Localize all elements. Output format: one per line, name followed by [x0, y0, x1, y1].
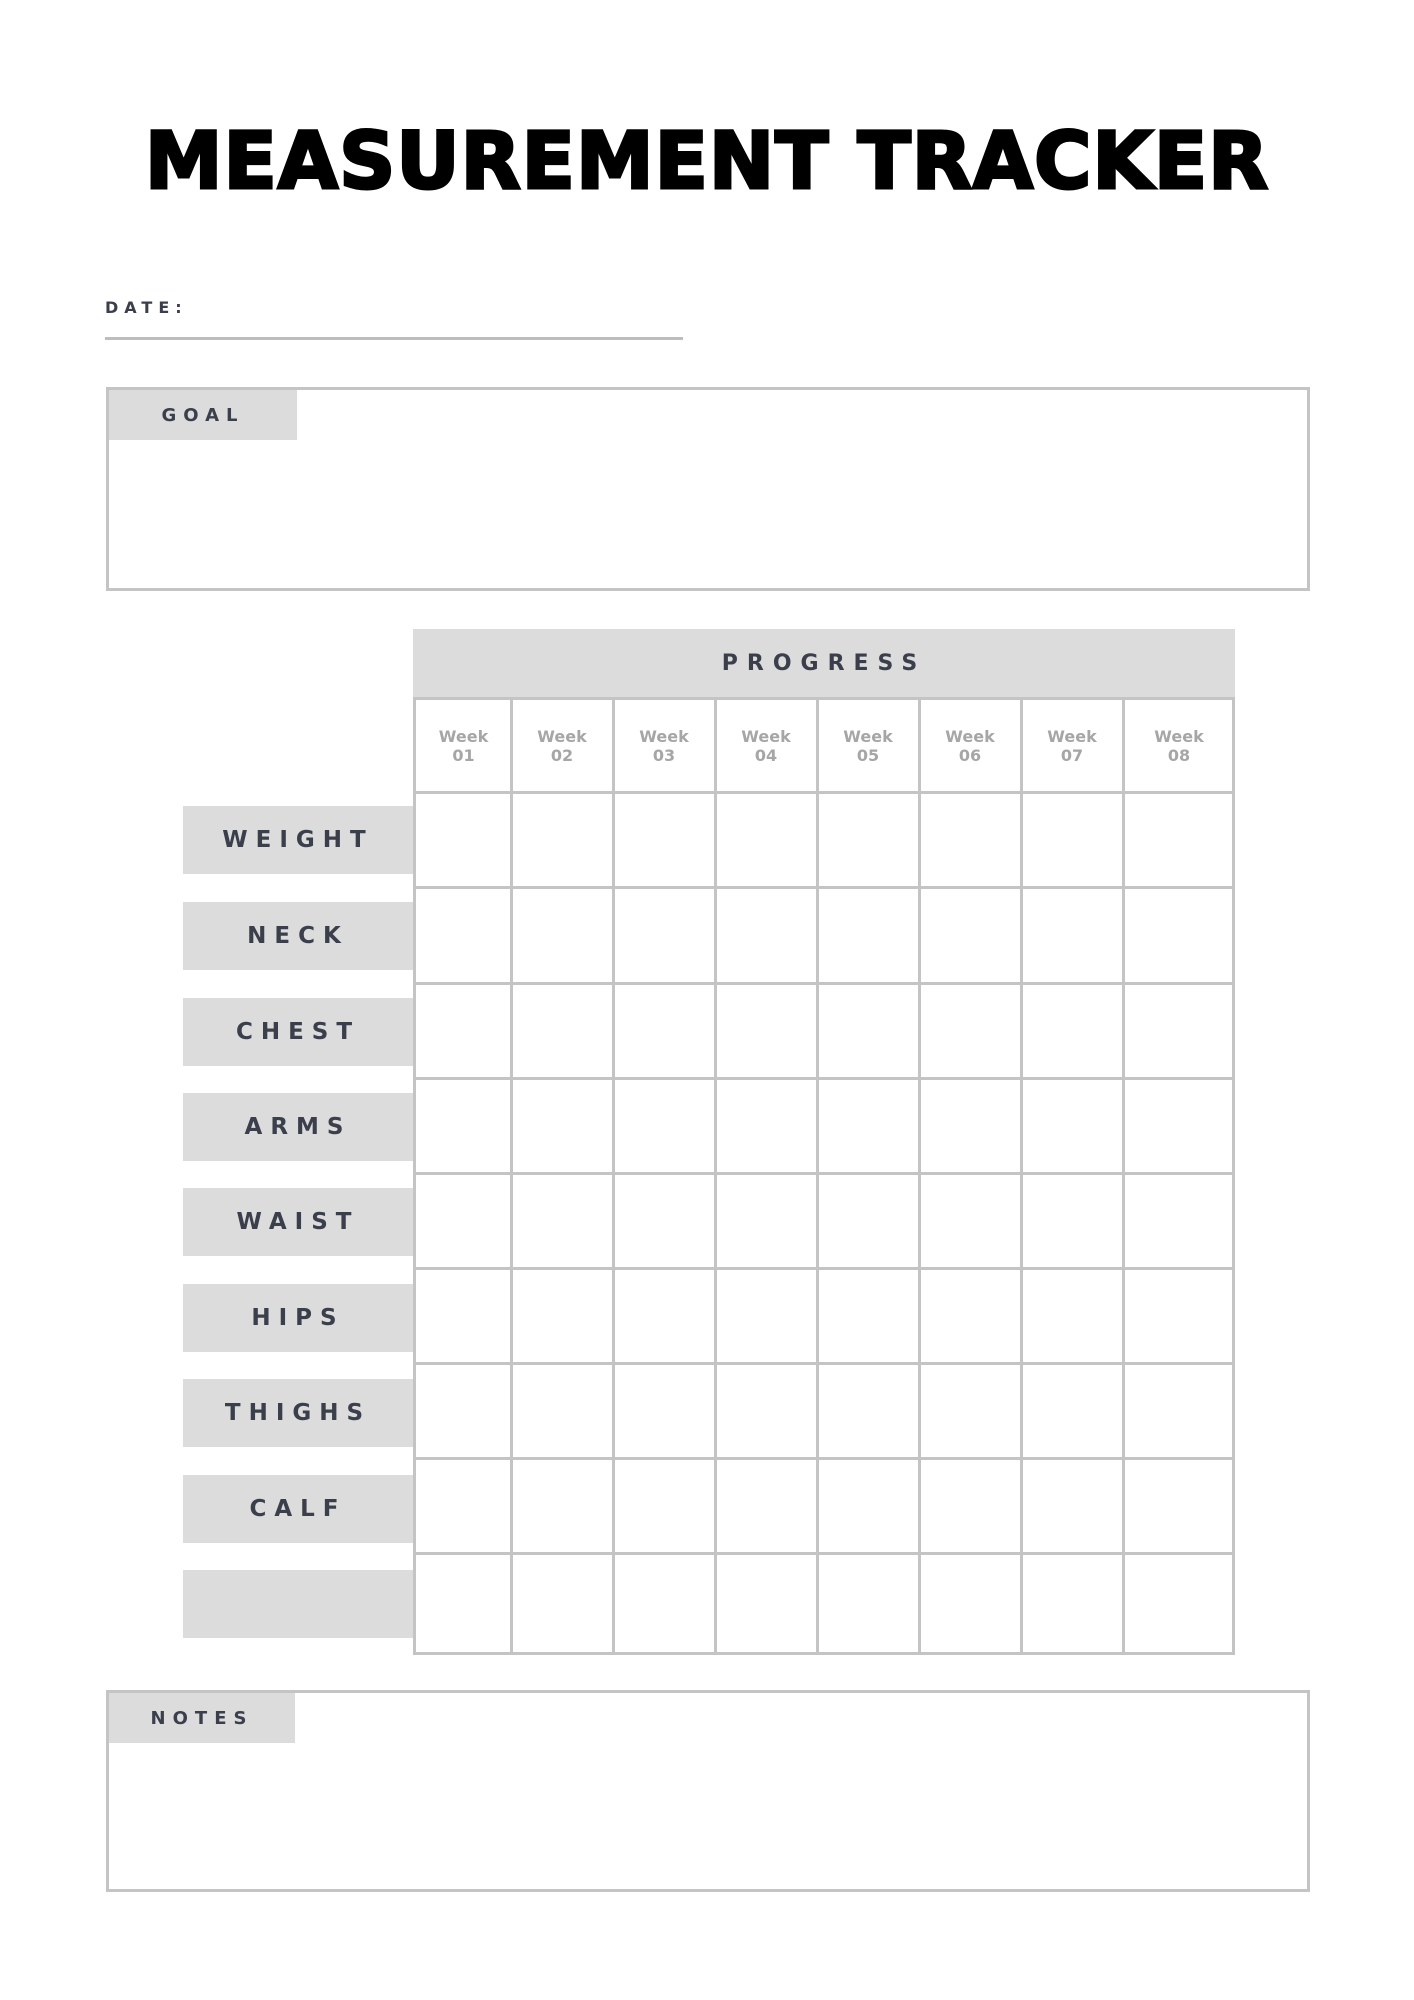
measurement-cell[interactable]: [715, 1268, 817, 1363]
measurement-cell[interactable]: [1021, 1078, 1123, 1173]
measurement-cell[interactable]: [416, 983, 511, 1078]
page-title: MEASUREMENT TRACKER: [144, 117, 1270, 207]
measurement-cell[interactable]: [511, 1268, 613, 1363]
measurement-cell[interactable]: [416, 1553, 511, 1655]
measurement-cell[interactable]: [1021, 1458, 1123, 1553]
date-label: DATE:: [105, 298, 188, 317]
week-header-word: Week: [639, 727, 689, 746]
measurement-cell[interactable]: [817, 1458, 919, 1553]
measurement-cell[interactable]: [715, 1553, 817, 1655]
date-field-line[interactable]: [105, 337, 683, 340]
measurement-cell[interactable]: [511, 1553, 613, 1655]
measurement-cell[interactable]: [1021, 1363, 1123, 1458]
week-header-number: 02: [550, 746, 574, 765]
week-header-word: Week: [1047, 727, 1097, 746]
measurement-cell[interactable]: [1021, 792, 1123, 887]
measurement-cell[interactable]: [1021, 983, 1123, 1078]
row-label: CHEST: [183, 998, 413, 1066]
measurement-cell[interactable]: [1123, 1553, 1235, 1655]
measurement-cell[interactable]: [613, 1078, 715, 1173]
measurement-cell[interactable]: [416, 1268, 511, 1363]
measurement-cell[interactable]: [817, 1363, 919, 1458]
measurement-cell[interactable]: [715, 1363, 817, 1458]
measurement-cell[interactable]: [1123, 887, 1235, 983]
measurement-cell[interactable]: [817, 792, 919, 887]
measurement-cell[interactable]: [1123, 1078, 1235, 1173]
measurement-cell[interactable]: [511, 1363, 613, 1458]
measurement-cell[interactable]: [511, 792, 613, 887]
measurement-cell[interactable]: [817, 1078, 919, 1173]
measurement-cell[interactable]: [613, 983, 715, 1078]
measurement-cell[interactable]: [613, 1363, 715, 1458]
row-label: THIGHS: [183, 1379, 413, 1447]
week-header-word: Week: [945, 727, 995, 746]
measurement-cell[interactable]: [1021, 1173, 1123, 1268]
measurement-cell[interactable]: [1123, 1458, 1235, 1553]
measurement-cell[interactable]: [416, 887, 511, 983]
row-label: WEIGHT: [183, 806, 413, 874]
week-header: [715, 700, 817, 792]
measurement-cell[interactable]: [919, 1553, 1021, 1655]
week-header: [919, 700, 1021, 792]
week-header-number: 08: [1167, 746, 1191, 765]
week-header-number: 07: [1060, 746, 1084, 765]
measurement-cell[interactable]: [919, 983, 1021, 1078]
week-header-number: 05: [856, 746, 880, 765]
measurement-cell[interactable]: [919, 1173, 1021, 1268]
notes-box[interactable]: [106, 1690, 1310, 1892]
measurement-cell[interactable]: [416, 1173, 511, 1268]
row-label: CALF: [183, 1475, 413, 1543]
week-header-word: Week: [1154, 727, 1204, 746]
measurement-cell[interactable]: [1123, 1363, 1235, 1458]
measurement-cell[interactable]: [1123, 1173, 1235, 1268]
week-header-number: 06: [958, 746, 982, 765]
measurement-cell[interactable]: [817, 1173, 919, 1268]
measurement-cell[interactable]: [715, 1458, 817, 1553]
week-header-number: 01: [452, 746, 475, 765]
measurement-cell[interactable]: [416, 1363, 511, 1458]
measurement-cell[interactable]: [511, 887, 613, 983]
week-header: [511, 700, 613, 792]
week-header-number: 04: [754, 746, 778, 765]
measurement-cell[interactable]: [511, 983, 613, 1078]
measurement-cell[interactable]: [1021, 1268, 1123, 1363]
week-header-word: Week: [843, 727, 893, 746]
measurement-cell[interactable]: [1021, 887, 1123, 983]
progress-grid: [413, 697, 1235, 1655]
measurement-cell[interactable]: [613, 1553, 715, 1655]
measurement-cell[interactable]: [919, 1078, 1021, 1173]
row-label: HIPS: [183, 1284, 413, 1352]
progress-header: PROGRESS: [413, 629, 1235, 697]
measurement-cell[interactable]: [416, 1078, 511, 1173]
week-header: [613, 700, 715, 792]
row-label: WAIST: [183, 1188, 413, 1256]
goal-label: GOAL: [109, 390, 297, 440]
measurement-cell[interactable]: [613, 792, 715, 887]
measurement-cell[interactable]: [919, 887, 1021, 983]
measurement-cell[interactable]: [511, 1458, 613, 1553]
measurement-cell[interactable]: [715, 792, 817, 887]
measurement-cell[interactable]: [715, 1078, 817, 1173]
measurement-cell[interactable]: [919, 792, 1021, 887]
row-label: ARMS: [183, 1093, 413, 1161]
week-header: [817, 700, 919, 792]
row-label: NECK: [183, 902, 413, 970]
week-header-word: Week: [741, 727, 791, 746]
measurement-cell[interactable]: [919, 1268, 1021, 1363]
notes-label: NOTES: [109, 1693, 295, 1743]
week-header: [1123, 700, 1235, 792]
goal-box[interactable]: [106, 387, 1310, 591]
week-header: [1021, 700, 1123, 792]
week-header: [416, 700, 511, 792]
measurement-cell[interactable]: [919, 1458, 1021, 1553]
measurement-cell[interactable]: [511, 1078, 613, 1173]
measurement-cell[interactable]: [613, 1458, 715, 1553]
week-header-number: 03: [652, 746, 676, 765]
measurement-cell[interactable]: [1123, 792, 1235, 887]
measurement-cell[interactable]: [416, 1458, 511, 1553]
measurement-cell[interactable]: [1021, 1553, 1123, 1655]
measurement-cell[interactable]: [817, 983, 919, 1078]
measurement-cell[interactable]: [817, 1268, 919, 1363]
week-header-word: Week: [438, 727, 489, 746]
measurement-cell[interactable]: [613, 1173, 715, 1268]
measurement-cell[interactable]: [1123, 1268, 1235, 1363]
measurement-cell[interactable]: [715, 1173, 817, 1268]
measurement-cell[interactable]: [817, 887, 919, 983]
row-label: [183, 1570, 413, 1638]
measurement-cell[interactable]: [715, 887, 817, 983]
measurement-cell[interactable]: [613, 1268, 715, 1363]
measurement-cell[interactable]: [511, 1173, 613, 1268]
measurement-cell[interactable]: [613, 887, 715, 983]
measurement-cell[interactable]: [715, 983, 817, 1078]
measurement-cell[interactable]: [416, 792, 511, 887]
week-header-word: Week: [537, 727, 587, 746]
measurement-cell[interactable]: [919, 1363, 1021, 1458]
measurement-cell[interactable]: [817, 1553, 919, 1655]
measurement-cell[interactable]: [1123, 983, 1235, 1078]
